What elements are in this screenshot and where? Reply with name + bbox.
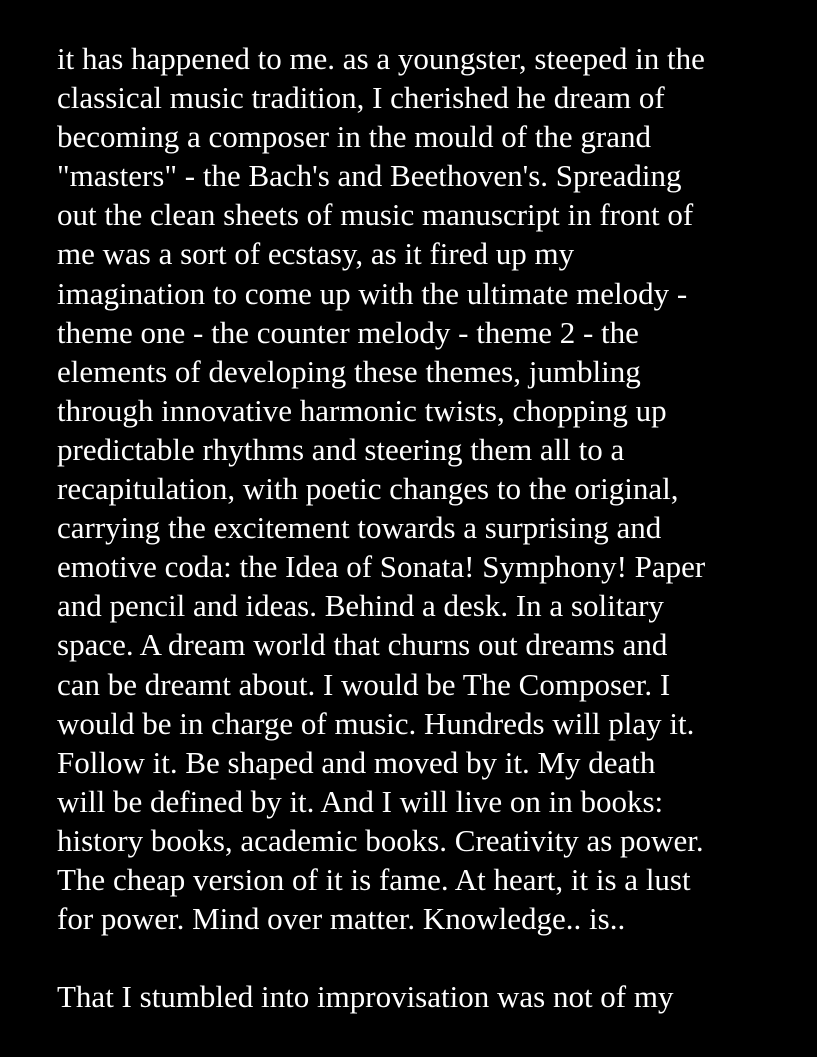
text-line: can be dreamt about. I would be The Composer. I	[57, 666, 671, 702]
text-line: it has happened to me. as a youngster, steeped in the	[57, 41, 705, 76]
text-line: The cheap version of it is fame. At heart, it is a lust	[57, 861, 691, 897]
text-line: elements of developing these themes, jumbling	[57, 353, 641, 389]
text-line: imagination to come up with the ultimate melody -	[57, 275, 688, 311]
paragraph-2	[57, 977, 797, 1016]
text-line: classical music tradition, I cherished he dream of	[57, 80, 665, 116]
text-line: through innovative harmonic twists, chopping up	[57, 392, 667, 428]
text-line: That I stumbled into improvisation was not of my	[57, 979, 674, 1015]
text-line: theme one - the counter melody - theme 2 - the	[57, 314, 639, 350]
text-line: emotive coda: the Idea of Sonata! Symphony! Paper	[57, 549, 706, 585]
text-line: and pencil and ideas. Behind a desk. In a solitary	[57, 588, 664, 624]
text-line: carrying the excitement towards a surprising and	[57, 510, 662, 546]
text-line: would be in charge of music. Hundreds will play it.	[57, 705, 695, 741]
text-line: "masters" - the Bach's and Beethoven's. Spreading	[57, 158, 682, 194]
text-line: recapitulation, with poetic changes to the original,	[57, 471, 679, 507]
document-page	[57, 39, 797, 1016]
text-line: out the clean sheets of music manuscript in front of	[57, 197, 694, 233]
text-line: becoming a composer in the mould of the grand	[57, 119, 652, 155]
text-line: me was a sort of ecstasy, as it fired up my	[57, 236, 575, 272]
text-line: for power. Mind over matter. Knowledge.. is..	[57, 901, 626, 937]
text-line: predictable rhythms and steering them all to a	[57, 431, 625, 467]
text-line: will be defined by it. And I will live on in books:	[57, 783, 664, 819]
text-line: history books, academic books. Creativity as power.	[57, 822, 704, 858]
text-line: space. A dream world that churns out dreams and	[57, 627, 668, 663]
text-line: Follow it. Be shaped and moved by it. My death	[57, 744, 656, 780]
paragraph-1	[57, 39, 797, 938]
paragraph-break	[57, 938, 797, 977]
